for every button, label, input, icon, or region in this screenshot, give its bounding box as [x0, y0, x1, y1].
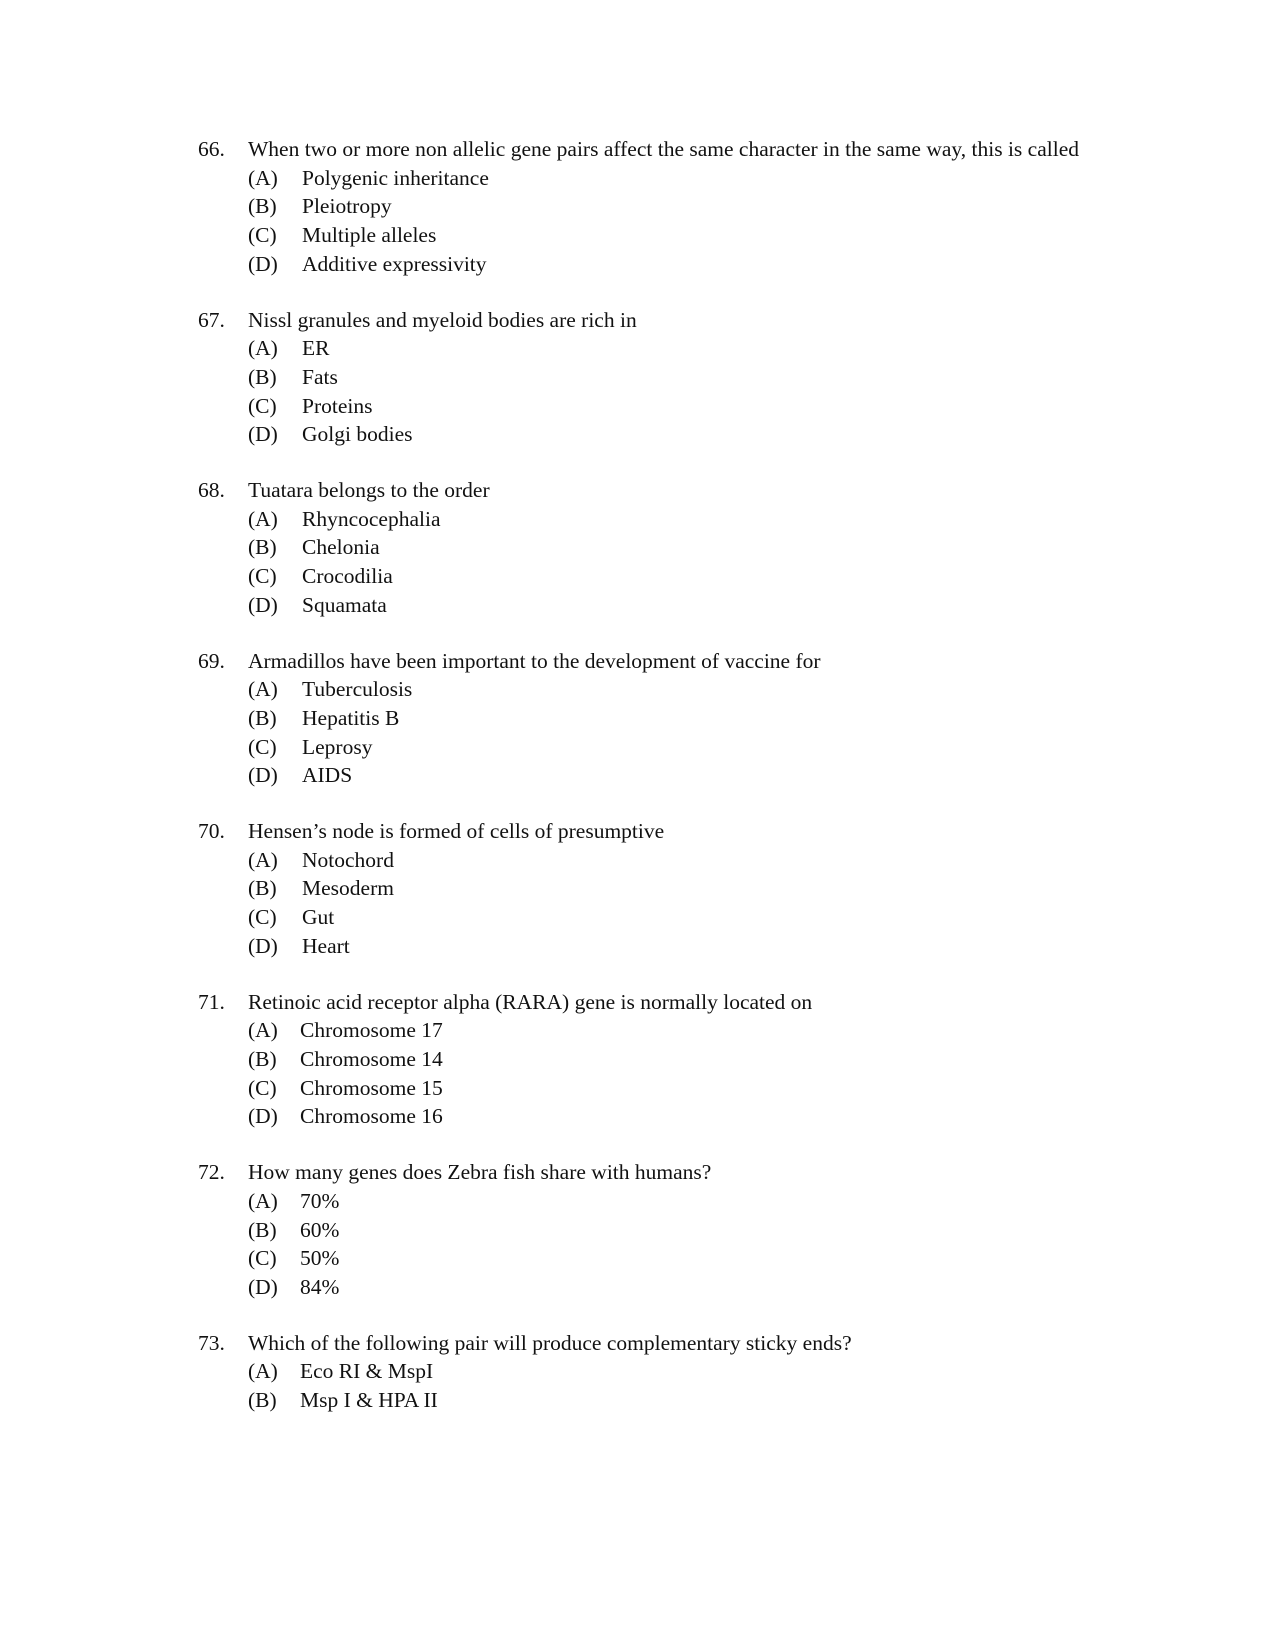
option-label: (A) [248, 677, 278, 702]
option-label: (D) [248, 933, 278, 958]
option-label: (D) [248, 422, 278, 447]
option-label: (A) [248, 1188, 278, 1213]
question-text: Tuatara belongs to the order [248, 478, 490, 503]
option-label: (C) [248, 905, 277, 930]
question-text: Hensen’s node is formed of cells of presumptive [248, 819, 665, 844]
option-text: Pleiotropy [302, 194, 392, 219]
option-c [248, 562, 1098, 591]
question-73 [198, 1329, 1098, 1415]
option-d [248, 932, 1098, 961]
option-label: (C) [248, 393, 277, 418]
question-list [198, 135, 1098, 1442]
option-text: Tuberculosis [302, 677, 413, 702]
option-label: (B) [248, 876, 277, 901]
option-list [248, 1357, 1098, 1414]
option-text: Chromosome 15 [300, 1075, 443, 1100]
option-c [248, 221, 1098, 250]
question-number: 69. [198, 648, 225, 673]
option-text: Proteins [302, 393, 373, 418]
option-c [248, 1074, 1098, 1103]
option-a [248, 505, 1098, 534]
option-label: (D) [248, 1104, 278, 1129]
option-label: (D) [248, 763, 278, 788]
option-text: Msp I & HPA II [300, 1388, 438, 1413]
option-text: Rhyncocephalia [302, 506, 441, 531]
option-label: (D) [248, 592, 278, 617]
option-label: (C) [248, 223, 277, 248]
question-text: Which of the following pair will produce complementary sticky ends? [248, 1330, 852, 1355]
question-text: Nissl granules and myeloid bodies are rich in [248, 307, 637, 332]
option-a [248, 846, 1098, 875]
option-label: (C) [248, 1075, 277, 1100]
option-text: Multiple alleles [302, 223, 437, 248]
question-text: How many genes does Zebra fish share with humans? [248, 1160, 712, 1185]
option-label: (B) [248, 364, 277, 389]
option-text: Notochord [302, 847, 394, 872]
option-c [248, 733, 1098, 762]
option-label: (C) [248, 1246, 277, 1271]
question-body [248, 988, 1098, 1132]
option-label: (A) [248, 847, 278, 872]
option-text: Heart [302, 933, 350, 958]
option-label: (A) [248, 506, 278, 531]
option-d [248, 591, 1098, 620]
question-number: 66. [198, 137, 225, 161]
option-text: Additive expressivity [302, 251, 487, 276]
option-text: Hepatitis B [302, 705, 400, 730]
option-b [248, 1216, 1098, 1245]
option-b [248, 1045, 1098, 1074]
option-label: (C) [248, 564, 277, 589]
option-text: 70% [300, 1188, 340, 1213]
option-a [248, 675, 1098, 704]
option-list [248, 164, 1098, 279]
option-c [248, 1244, 1098, 1273]
option-b [248, 874, 1098, 903]
option-b [248, 363, 1098, 392]
option-list [248, 1187, 1098, 1302]
option-text: Fats [302, 364, 338, 389]
option-label: (A) [248, 336, 278, 361]
question-66 [198, 135, 1098, 279]
question-text: Retinoic acid receptor alpha (RARA) gene is normally located on [248, 989, 813, 1014]
option-list [248, 334, 1098, 449]
option-text: Chromosome 17 [300, 1018, 443, 1043]
option-a [248, 1016, 1098, 1045]
option-d [248, 1273, 1098, 1302]
option-text: Chelonia [302, 535, 380, 560]
option-label: (A) [248, 1018, 278, 1043]
option-text: 84% [300, 1274, 340, 1299]
option-list [248, 505, 1098, 620]
option-text: Crocodilia [302, 564, 393, 589]
option-a [248, 1357, 1098, 1386]
option-list [248, 846, 1098, 961]
question-text: When two or more non allelic gene pairs affect the same character in the same way, this is called [248, 137, 1079, 161]
question-67 [198, 306, 1098, 450]
option-a [248, 1187, 1098, 1216]
question-70 [198, 817, 1098, 961]
question-71 [198, 988, 1098, 1132]
option-list [248, 1016, 1098, 1131]
option-label: (B) [248, 1046, 277, 1071]
option-b [248, 1386, 1098, 1415]
question-number: 72. [198, 1160, 225, 1185]
question-body [248, 817, 1098, 961]
question-body [248, 1158, 1098, 1302]
option-text: Leprosy [302, 734, 373, 759]
question-number: 73. [198, 1330, 225, 1355]
option-b [248, 192, 1098, 221]
question-number: 71. [198, 989, 225, 1014]
option-text: Golgi bodies [302, 422, 413, 447]
option-text: Eco RI & MspI [300, 1359, 434, 1384]
option-a [248, 164, 1098, 193]
question-body [248, 306, 1098, 450]
option-d [248, 250, 1098, 279]
question-number: 67. [198, 307, 225, 332]
question-text: Armadillos have been important to the development of vaccine for [248, 648, 821, 673]
option-label: (B) [248, 535, 277, 560]
option-label: (C) [248, 734, 277, 759]
option-text: Chromosome 14 [300, 1046, 443, 1071]
question-body [248, 476, 1098, 620]
option-text: Chromosome 16 [300, 1104, 443, 1129]
option-a [248, 334, 1098, 363]
question-body [248, 647, 1098, 791]
option-d [248, 420, 1098, 449]
option-text: Mesoderm [302, 876, 394, 901]
option-text: 50% [300, 1246, 340, 1271]
option-c [248, 392, 1098, 421]
option-label: (A) [248, 1359, 278, 1384]
option-text: 60% [300, 1217, 340, 1242]
question-number: 68. [198, 478, 225, 503]
option-label: (B) [248, 1388, 277, 1413]
option-text: Squamata [302, 592, 387, 617]
option-text: AIDS [302, 763, 353, 788]
question-72 [198, 1158, 1098, 1302]
option-label: (B) [248, 705, 277, 730]
option-b [248, 533, 1098, 562]
option-b [248, 704, 1098, 733]
option-text: Gut [302, 905, 335, 930]
option-label: (B) [248, 1217, 277, 1242]
option-text: Polygenic inheritance [302, 165, 489, 190]
option-text: ER [302, 336, 330, 361]
question-body [248, 135, 1098, 279]
question-body [248, 1329, 1098, 1415]
option-c [248, 903, 1098, 932]
option-label: (D) [248, 1274, 278, 1299]
question-69 [198, 647, 1098, 791]
option-label: (D) [248, 251, 278, 276]
question-number: 70. [198, 819, 225, 844]
option-label: (B) [248, 194, 277, 219]
question-68 [198, 476, 1098, 620]
option-d [248, 761, 1098, 790]
option-d [248, 1102, 1098, 1131]
option-list [248, 675, 1098, 790]
option-label: (A) [248, 165, 278, 190]
